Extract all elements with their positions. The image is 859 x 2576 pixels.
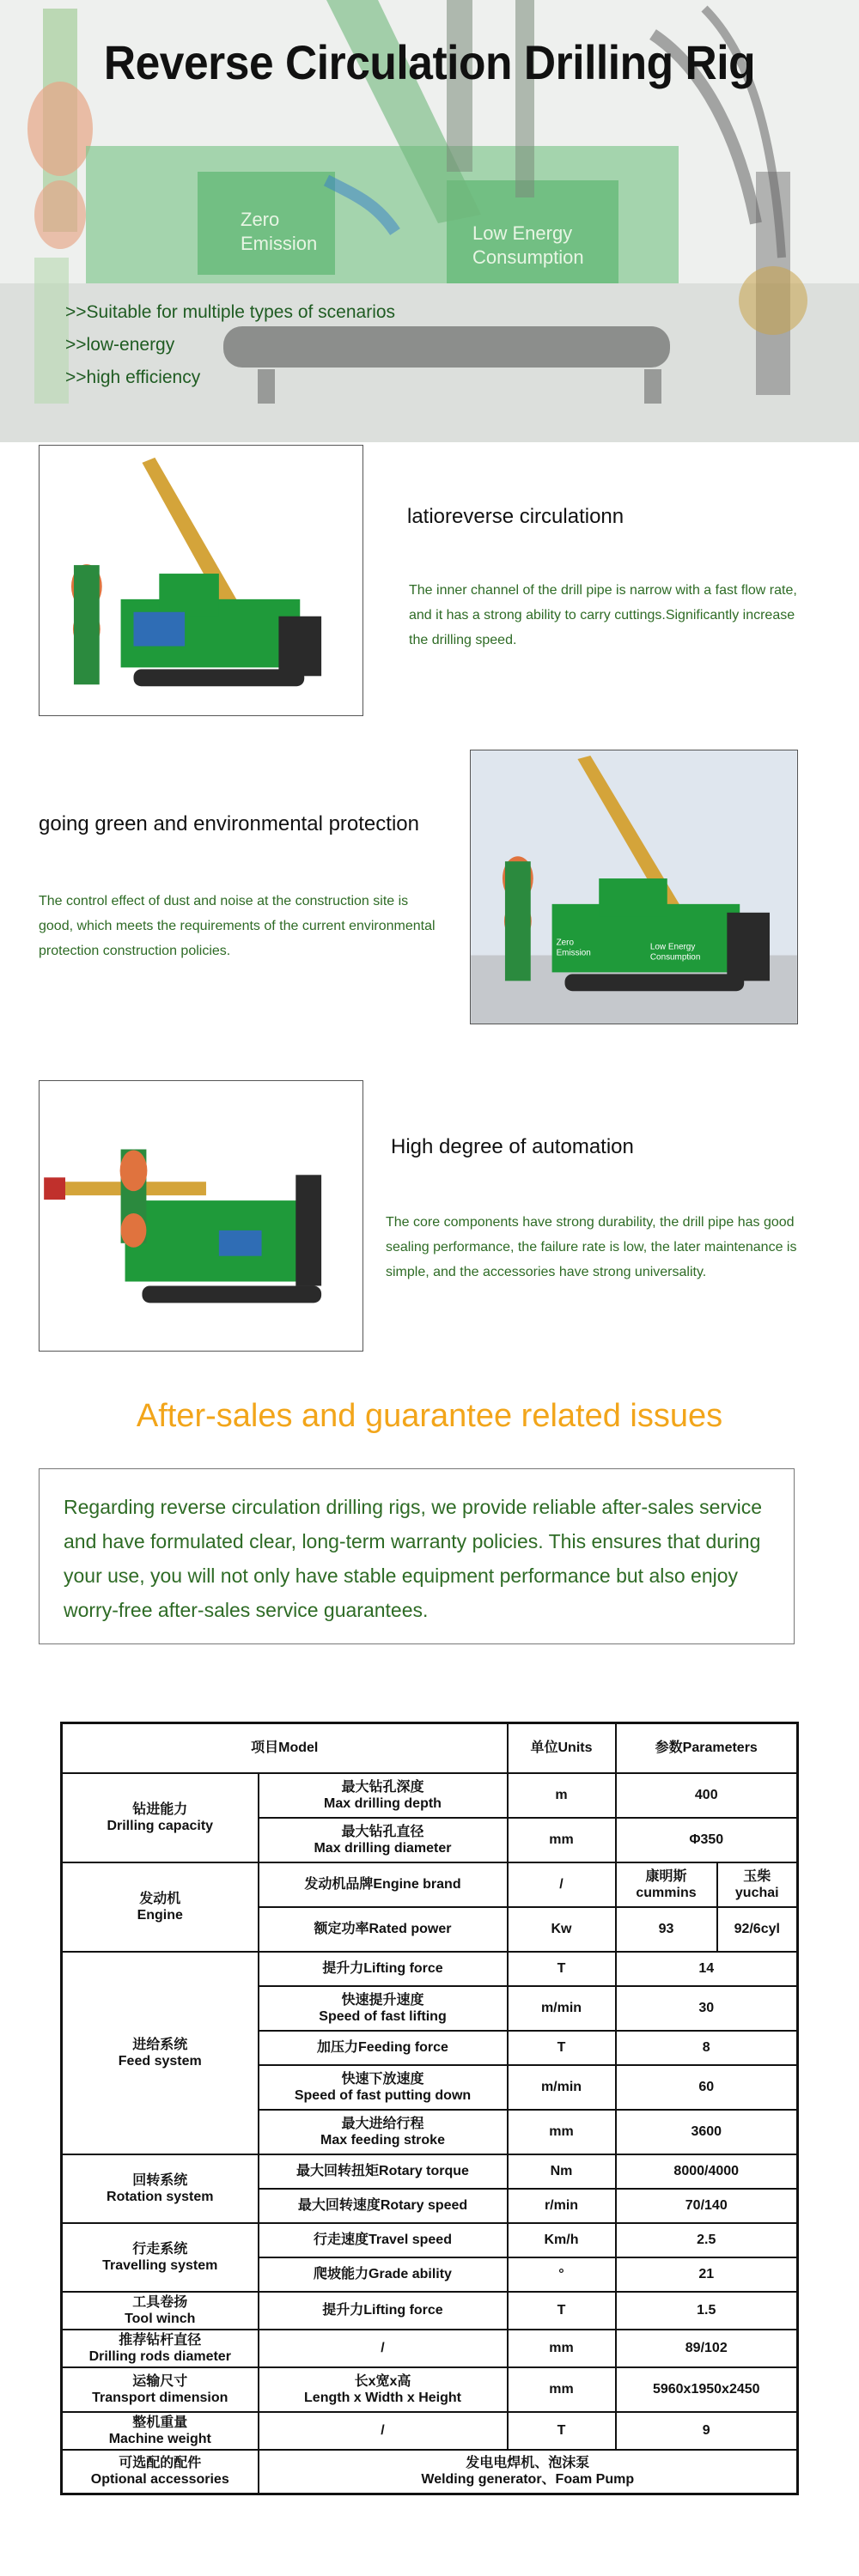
spec-value-cell: 21 <box>616 2257 798 2292</box>
spec-item-cell <box>259 2367 508 2412</box>
spec-group-cell <box>62 2154 259 2223</box>
hero-title: Reverse Circulation Drilling Rig <box>103 35 756 89</box>
spec-item-cell <box>259 2065 508 2110</box>
spec-value-cell: 5960x1950x2450 <box>616 2367 798 2412</box>
spec-row <box>62 2367 798 2412</box>
spec-row <box>62 2450 798 2494</box>
aftersales-title: After-sales and guarantee related issues <box>136 1398 723 1434</box>
spec-row <box>62 1773 798 1818</box>
photo-label-low: Low Energy <box>649 942 696 952</box>
spec-group-cell <box>62 1862 259 1952</box>
spec-value-cell: 8000/4000 <box>616 2154 798 2189</box>
spec-unit-cell: / <box>508 1862 616 1907</box>
spec-group-en: Drilling rods diameter <box>88 2348 231 2364</box>
feature-photo-3 <box>39 1080 363 1352</box>
spec-item-zh: 最大回转速度Rotary speed <box>297 2198 468 2213</box>
spec-unit-cell: mm <box>508 2367 616 2412</box>
spec-group-cell <box>62 2412 259 2450</box>
spec-value-cell: 93 <box>616 1907 717 1952</box>
spec-group-cell <box>62 2330 259 2367</box>
spec-item-zh: 发动机品牌Engine brand <box>304 1877 461 1892</box>
spec-item-en: Max drilling depth <box>324 1795 442 1811</box>
spec-value-cell: 8 <box>616 2031 798 2065</box>
spec-group-en: Transport dimension <box>92 2390 228 2405</box>
spec-item-zh: 加压力Feeding force <box>317 2040 448 2055</box>
hero-tag: >>Suitable for multiple types of scenarios <box>65 302 396 322</box>
spec-group-zh: 整机重量 <box>132 2415 188 2430</box>
photo-label-zero-2: Emission <box>556 948 591 958</box>
spec-item-cell <box>259 2031 508 2065</box>
spec-item-zh: 提升力Lifting force <box>322 1961 443 1976</box>
spec-item-zh: 快速提升速度 <box>341 1992 424 2008</box>
spec-unit-cell: m/min <box>508 2065 616 2110</box>
spec-item-cell <box>259 2412 508 2450</box>
spec-value-cell: 2.5 <box>616 2223 798 2257</box>
spec-item-zh: 最大钻孔直径 <box>341 1824 424 1839</box>
spec-item-cell <box>259 2257 508 2292</box>
spec-value-cell: 康明斯 cummins <box>616 1862 717 1907</box>
hero-zero-emission-label: Zero Emission <box>241 209 318 254</box>
spec-group-zh: 钻进能力 <box>132 1801 188 1817</box>
spec-item-en: Speed of fast lifting <box>319 2008 447 2024</box>
spec-row <box>62 2223 798 2257</box>
spec-group-cell <box>62 2292 259 2330</box>
spec-item-cell <box>259 1773 508 1818</box>
feature-body-3: The core components have strong durability, the drill pipe has good sealing performance, the failure rate is low, the later maintenance is simple, and the accessories have strong universality. <box>386 1215 797 1279</box>
spec-item-cell <box>259 2110 508 2154</box>
feature-body-2: The control effect of dust and noise at the construction site is good, which meets the requirements of the current environmental protection construction policies. <box>39 894 436 958</box>
feature-photo-1 <box>39 445 363 716</box>
hero-banner <box>0 0 859 442</box>
spec-item-cell <box>259 2223 508 2257</box>
spec-unit-cell: T <box>508 2031 616 2065</box>
spec-unit-cell: T <box>508 1952 616 1986</box>
spec-group-en: Engine <box>137 1907 183 1923</box>
spec-row <box>62 1952 798 1986</box>
aftersales-body: Regarding reverse circulation drilling rigs, we provide reliable after-sales service and have formulated clear, long-term warranty policies. This ensures that during your use, you will not only have stable equipment performance but also enjoy worry-free after-sales service guarantees. <box>64 1496 763 1621</box>
spec-unit-cell: m/min <box>508 1986 616 2031</box>
spec-unit-cell: mm <box>508 2330 616 2367</box>
spec-value-cell: Φ350 <box>616 1818 798 1862</box>
spec-item-zh: / <box>381 2423 385 2438</box>
spec-item-zh: / <box>381 2341 385 2355</box>
spec-row <box>62 2154 798 2189</box>
spec-unit-cell: mm <box>508 1818 616 1862</box>
spec-group-en: Machine weight <box>108 2431 211 2446</box>
spec-group-en: Travelling system <box>102 2257 218 2273</box>
spec-unit-cell: m <box>508 1773 616 1818</box>
spec-header-row <box>62 1723 798 1773</box>
spec-unit-cell: Nm <box>508 2154 616 2189</box>
hero-tag: >>high efficiency <box>65 368 201 387</box>
spec-row <box>62 1862 798 1907</box>
spec-group-en: Rotation system <box>107 2189 214 2204</box>
spec-item-cell <box>259 1986 508 2031</box>
spec-item-zh: 快速下放速度 <box>341 2071 424 2087</box>
spec-value-cell: 9 <box>616 2412 798 2450</box>
spec-row <box>62 2412 798 2450</box>
spec-value-cell: 1.5 <box>616 2292 798 2330</box>
spec-group-en: Tool winch <box>125 2311 196 2326</box>
spec-item-cell <box>259 1818 508 1862</box>
spec-item-zh: 长x宽x高 <box>354 2373 411 2389</box>
spec-group-zh: 回转系统 <box>132 2172 188 2188</box>
spec-item-cell <box>259 1907 508 1952</box>
spec-unit-cell: Km/h <box>508 2223 616 2257</box>
spec-value-cell: 89/102 <box>616 2330 798 2367</box>
spec-group-en: Feed system <box>118 2053 202 2069</box>
spec-value-cell: 14 <box>616 1952 798 1986</box>
spec-row <box>62 2330 798 2367</box>
feature-title-1: latioreverse circulationn <box>407 505 624 528</box>
spec-group-cell <box>62 1952 259 2154</box>
spec-value-cell: 70/140 <box>616 2189 798 2223</box>
spec-item-zh: 行走速度Travel speed <box>314 2233 452 2247</box>
spec-item-cell <box>259 1862 508 1907</box>
spec-group-zh: 行走系统 <box>132 2241 188 2257</box>
spec-item-zh: 额定功率Rated power <box>314 1922 452 1936</box>
spec-table <box>60 1722 799 2495</box>
spec-group-zh: 运输尺寸 <box>132 2373 188 2389</box>
spec-value-cell: 60 <box>616 2065 798 2110</box>
spec-item-zh: 最大进给行程 <box>341 2116 424 2131</box>
spec-group-zh: 进给系统 <box>132 2037 188 2052</box>
hero-tag: >>low-energy <box>65 335 175 355</box>
spec-value-cell: 92/6cyl <box>717 1907 798 1952</box>
spec-value-cell: 30 <box>616 1986 798 2031</box>
spec-header-units: 单位Units <box>508 1723 616 1773</box>
spec-unit-cell: T <box>508 2412 616 2450</box>
spec-item-cell <box>259 1952 508 1986</box>
spec-group-cell <box>62 2367 259 2412</box>
spec-group-zh: 推荐钻杆直径 <box>119 2332 202 2348</box>
spec-item-en: Length x Width x Height <box>304 2390 461 2405</box>
photo-label-zero: Zero <box>556 938 574 948</box>
spec-group-cell <box>62 2450 259 2494</box>
spec-unit-cell: ° <box>508 2257 616 2292</box>
spec-value-cell: 3600 <box>616 2110 798 2154</box>
spec-group-zh: 发动机 <box>139 1891 181 1906</box>
feature-title-2: going green and environmental protection <box>39 812 419 835</box>
spec-item-en: Max feeding stroke <box>320 2132 445 2148</box>
spec-item-cell <box>259 2292 508 2330</box>
spec-item-zh: 提升力Lifting force <box>322 2303 443 2318</box>
feature-body-1: The inner channel of the drill pipe is narrow with a fast flow rate, and it has a strong ability to carry cuttings.Significantly increase the drilling speed. <box>409 583 797 647</box>
spec-item-zh: 爬坡能力Grade ability <box>314 2267 452 2281</box>
feature-title-3: High degree of automation <box>391 1135 634 1158</box>
spec-group-cell <box>62 2223 259 2292</box>
spec-unit-cell: T <box>508 2292 616 2330</box>
spec-unit-cell: mm <box>508 2110 616 2154</box>
spec-group-zh: 可选配的配件 <box>119 2456 202 2471</box>
spec-item-zh: 最大回转扭矩Rotary torque <box>296 2164 469 2178</box>
spec-item-cell <box>259 2330 508 2367</box>
spec-group-en: Optional accessories <box>90 2472 229 2488</box>
spec-item-en: Max drilling diameter <box>314 1840 452 1856</box>
spec-item-en: Speed of fast putting down <box>294 2087 472 2103</box>
aftersales-box <box>39 1468 795 1644</box>
spec-unit-cell: Kw <box>508 1907 616 1952</box>
spec-header-params: 参数Parameters <box>616 1723 798 1773</box>
spec-group-en: Drilling capacity <box>107 1818 214 1833</box>
feature-photo-2 <box>470 750 798 1024</box>
spec-unit-cell: r/min <box>508 2189 616 2223</box>
spec-group-zh: 工具卷扬 <box>132 2294 188 2310</box>
spec-value-cell: 玉柴 yuchai <box>717 1862 798 1907</box>
hero-low-energy-label: Low Energy Consumption <box>472 222 584 268</box>
spec-item-zh: 最大钻孔深度 <box>341 1779 424 1795</box>
spec-header-model: 项目Model <box>62 1723 508 1773</box>
photo-label-low-2: Consumption <box>649 952 701 963</box>
spec-row <box>62 2292 798 2330</box>
spec-group-cell <box>62 1773 259 1862</box>
spec-value-cell: 发电电焊机、泡沫泵 Welding generator、Foam Pump <box>259 2450 798 2494</box>
hero-tag-list <box>65 302 395 400</box>
spec-value-cell: 400 <box>616 1773 798 1818</box>
spec-item-cell <box>259 2189 508 2223</box>
spec-item-cell <box>259 2154 508 2189</box>
